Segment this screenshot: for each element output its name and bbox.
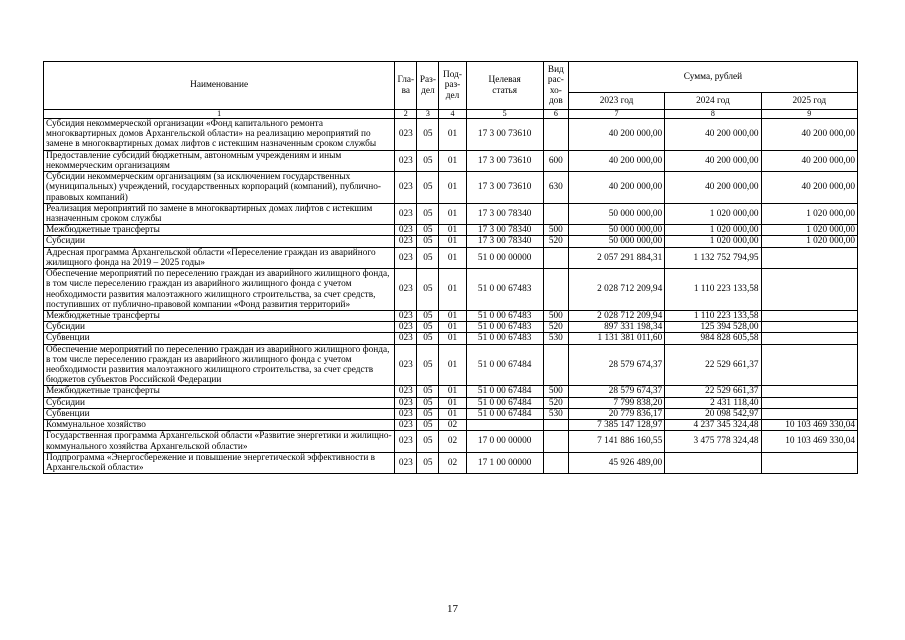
row-chapter: 023	[395, 322, 417, 333]
row-target: 17 3 00 78340	[466, 225, 543, 236]
row-expense-type: 500	[543, 310, 568, 321]
row-sum-2024: 40 200 000,00	[665, 119, 761, 151]
row-sum-2025	[761, 310, 857, 321]
row-sum-2024: 125 394 528,00	[665, 322, 761, 333]
row-section: 05	[417, 333, 439, 344]
row-sum-2025: 40 200 000,00	[761, 150, 857, 171]
row-subsection: 01	[439, 344, 466, 386]
row-name: Субвенции	[44, 408, 395, 419]
row-expense-type: 530	[543, 333, 568, 344]
table-row	[44, 420, 858, 431]
row-expense-type	[543, 420, 568, 431]
row-sum-2024: 1 020 000,00	[665, 236, 761, 247]
row-target: 17 3 00 73610	[466, 150, 543, 171]
row-target: 51 0 00 67483	[466, 310, 543, 321]
row-sum-2024: 22 529 661,37	[665, 386, 761, 397]
row-sum-2024: 1 110 223 133,58	[665, 269, 761, 311]
table-row	[44, 247, 858, 268]
row-target: 51 0 00 67484	[466, 386, 543, 397]
row-expense-type	[543, 452, 568, 473]
row-section: 05	[417, 269, 439, 311]
row-sum-2024: 20 098 542,97	[665, 408, 761, 419]
row-sum-2025	[761, 408, 857, 419]
row-expense-type: 500	[543, 386, 568, 397]
table-row	[44, 452, 858, 473]
row-expense-type: 520	[543, 322, 568, 333]
row-sum-2023: 897 331 198,34	[568, 322, 664, 333]
row-name: Субсидия некоммерческой организации «Фонд капитального ремонта многоквартирных домов Архангельской области» на реализацию мероприятий по замене в многоквартирных домах лифтов с истекшим назначенным сроком службы	[44, 119, 395, 151]
row-section: 05	[417, 150, 439, 171]
row-target	[466, 420, 543, 431]
header-name: Наименование	[44, 62, 395, 110]
row-chapter: 023	[395, 247, 417, 268]
row-chapter: 023	[395, 119, 417, 151]
row-sum-2025	[761, 269, 857, 311]
table-row	[44, 119, 858, 151]
row-sum-2025	[761, 247, 857, 268]
row-name: Субсидии	[44, 236, 395, 247]
row-subsection: 01	[439, 310, 466, 321]
row-target: 51 0 00 67483	[466, 322, 543, 333]
row-target: 51 0 00 67483	[466, 269, 543, 311]
row-expense-type: 500	[543, 225, 568, 236]
row-chapter: 023	[395, 386, 417, 397]
row-expense-type	[543, 247, 568, 268]
row-target: 17 0 00 00000	[466, 431, 543, 452]
row-sum-2023: 1 131 381 011,60	[568, 333, 664, 344]
row-chapter: 023	[395, 333, 417, 344]
row-target: 51 0 00 67484	[466, 344, 543, 386]
row-sum-2023: 40 200 000,00	[568, 172, 664, 204]
row-expense-type: 600	[543, 150, 568, 171]
row-section: 05	[417, 344, 439, 386]
row-section: 05	[417, 420, 439, 431]
column-number: 9	[761, 110, 857, 119]
header-year-2025: 2025 год	[761, 93, 857, 110]
row-sum-2024: 22 529 661,37	[665, 344, 761, 386]
row-target: 17 3 00 78340	[466, 203, 543, 224]
row-subsection: 01	[439, 119, 466, 151]
header-year-2024: 2024 год	[665, 93, 761, 110]
row-chapter: 023	[395, 344, 417, 386]
row-sum-2023: 2 028 712 209,94	[568, 310, 664, 321]
row-sum-2024: 40 200 000,00	[665, 172, 761, 204]
row-chapter: 023	[395, 225, 417, 236]
row-target: 51 0 00 67484	[466, 397, 543, 408]
row-target: 17 3 00 73610	[466, 172, 543, 204]
row-sum-2023: 2 028 712 209,94	[568, 269, 664, 311]
row-subsection: 01	[439, 269, 466, 311]
row-section: 05	[417, 247, 439, 268]
row-section: 05	[417, 452, 439, 473]
row-expense-type: 520	[543, 236, 568, 247]
row-subsection: 01	[439, 150, 466, 171]
row-chapter: 023	[395, 431, 417, 452]
row-section: 05	[417, 172, 439, 204]
row-sum-2023: 50 000 000,00	[568, 225, 664, 236]
table-row	[44, 225, 858, 236]
header-sum: Сумма, рублей	[568, 62, 857, 93]
row-section: 05	[417, 225, 439, 236]
column-number: 1	[44, 110, 395, 119]
header-subsection: Под- раз- дел	[439, 62, 466, 110]
row-target: 51 0 00 67483	[466, 333, 543, 344]
row-section: 05	[417, 322, 439, 333]
row-expense-type: 630	[543, 172, 568, 204]
row-expense-type: 520	[543, 397, 568, 408]
row-target: 17 1 00 00000	[466, 452, 543, 473]
row-section: 05	[417, 310, 439, 321]
header-section: Раз- дел	[417, 62, 439, 110]
table-row	[44, 408, 858, 419]
table-row	[44, 150, 858, 171]
row-subsection: 01	[439, 225, 466, 236]
row-sum-2023: 28 579 674,37	[568, 344, 664, 386]
row-name: Межбюджетные трансферты	[44, 310, 395, 321]
row-subsection: 02	[439, 420, 466, 431]
table-row	[44, 344, 858, 386]
row-section: 05	[417, 397, 439, 408]
row-sum-2023: 40 200 000,00	[568, 150, 664, 171]
row-name: Межбюджетные трансферты	[44, 386, 395, 397]
row-subsection: 01	[439, 397, 466, 408]
table-row	[44, 310, 858, 321]
row-sum-2025: 1 020 000,00	[761, 225, 857, 236]
row-sum-2024: 3 475 778 324,48	[665, 431, 761, 452]
column-number: 7	[568, 110, 664, 119]
row-sum-2024: 4 237 345 324,48	[665, 420, 761, 431]
row-name: Субсидии	[44, 322, 395, 333]
row-name: Подпрограмма «Энергосбережение и повышение энергетической эффективности в Архангельской области»	[44, 452, 395, 473]
row-sum-2025	[761, 344, 857, 386]
row-name: Реализация мероприятий по замене в многоквартирных домах лифтов с истекшим назначенным сроком службы	[44, 203, 395, 224]
row-sum-2025	[761, 452, 857, 473]
row-subsection: 01	[439, 408, 466, 419]
table-row	[44, 269, 858, 311]
row-subsection: 01	[439, 322, 466, 333]
row-chapter: 023	[395, 452, 417, 473]
row-section: 05	[417, 431, 439, 452]
row-sum-2023: 50 000 000,00	[568, 236, 664, 247]
column-number: 8	[665, 110, 761, 119]
row-sum-2025: 40 200 000,00	[761, 119, 857, 151]
row-subsection: 01	[439, 236, 466, 247]
row-chapter: 023	[395, 408, 417, 419]
row-target: 17 3 00 73610	[466, 119, 543, 151]
row-sum-2025: 40 200 000,00	[761, 172, 857, 204]
row-sum-2023: 45 926 489,00	[568, 452, 664, 473]
row-subsection: 02	[439, 431, 466, 452]
table-row	[44, 386, 858, 397]
row-name: Субсидии некоммерческим организациям (за исключением государственных (муниципальных) учреждений, государственных корпораций (компаний), публично-правовых компаний)	[44, 172, 395, 204]
row-chapter: 023	[395, 269, 417, 311]
row-sum-2025: 1 020 000,00	[761, 236, 857, 247]
row-section: 05	[417, 203, 439, 224]
column-number: 3	[417, 110, 439, 119]
row-sum-2025: 10 103 469 330,04	[761, 431, 857, 452]
row-expense-type	[543, 431, 568, 452]
column-number: 5	[466, 110, 543, 119]
row-name: Государственная программа Архангельской области «Развитие энергетики и жилищно-коммунального хозяйства Архангельской области»	[44, 431, 395, 452]
column-number: 6	[543, 110, 568, 119]
row-sum-2025	[761, 386, 857, 397]
table-row	[44, 322, 858, 333]
header-target: Целевая статья	[466, 62, 543, 110]
table-row	[44, 431, 858, 452]
row-expense-type	[543, 203, 568, 224]
row-chapter: 023	[395, 397, 417, 408]
row-chapter: 023	[395, 172, 417, 204]
row-chapter: 023	[395, 203, 417, 224]
row-chapter: 023	[395, 420, 417, 431]
row-sum-2025	[761, 333, 857, 344]
row-chapter: 023	[395, 236, 417, 247]
row-target: 51 0 00 00000	[466, 247, 543, 268]
row-subsection: 01	[439, 386, 466, 397]
row-name: Обеспечение мероприятий по переселению граждан из аварийного жилищного фонда, в том числе переселению граждан из аварийного жилищного фонда с учетом необходимости развития малоэтажного жилищного строительства, за счет средств, поступивших от публично-правовой компании «Фонд развития территорий»	[44, 269, 395, 311]
row-name: Субвенции	[44, 333, 395, 344]
table-row	[44, 333, 858, 344]
row-name: Обеспечение мероприятий по переселению граждан из аварийного жилищного фонда, в том числе переселению граждан из аварийного жилищного фонда с учетом необходимости развития малоэтажного жилищного строительства, за счет средств бюджетов субъектов Российской Федерации	[44, 344, 395, 386]
header-expense-type: Вид рас- хо- дов	[543, 62, 568, 110]
table-row	[44, 236, 858, 247]
row-chapter: 023	[395, 150, 417, 171]
column-numbers-row	[44, 110, 858, 119]
row-section: 05	[417, 408, 439, 419]
row-sum-2024: 1 132 752 794,95	[665, 247, 761, 268]
row-sum-2024: 40 200 000,00	[665, 150, 761, 171]
header-chapter: Гла- ва	[395, 62, 417, 110]
row-name: Адресная программа Архангельской области «Переселение граждан из аварийного жилищного фонда на 2019 – 2025 годы»	[44, 247, 395, 268]
row-sum-2023: 40 200 000,00	[568, 119, 664, 151]
row-target: 17 3 00 78340	[466, 236, 543, 247]
row-subsection: 01	[439, 172, 466, 204]
row-sum-2024: 984 828 605,58	[665, 333, 761, 344]
row-sum-2023: 50 000 000,00	[568, 203, 664, 224]
row-chapter: 023	[395, 310, 417, 321]
row-name: Межбюджетные трансферты	[44, 225, 395, 236]
row-expense-type	[543, 269, 568, 311]
row-expense-type: 530	[543, 408, 568, 419]
row-section: 05	[417, 386, 439, 397]
row-section: 05	[417, 236, 439, 247]
row-sum-2023: 2 057 291 884,31	[568, 247, 664, 268]
row-subsection: 01	[439, 333, 466, 344]
row-name: Коммунальное хозяйство	[44, 420, 395, 431]
row-section: 05	[417, 119, 439, 151]
page-number: 17	[447, 603, 458, 615]
row-sum-2023: 7 141 886 160,55	[568, 431, 664, 452]
table-row	[44, 172, 858, 204]
row-sum-2024	[665, 452, 761, 473]
row-sum-2024: 1 110 223 133,58	[665, 310, 761, 321]
table-header	[44, 62, 858, 119]
row-sum-2025: 1 020 000,00	[761, 203, 857, 224]
header-year-2023: 2023 год	[568, 93, 664, 110]
table-row	[44, 203, 858, 224]
row-sum-2025: 10 103 469 330,04	[761, 420, 857, 431]
row-sum-2024: 1 020 000,00	[665, 225, 761, 236]
row-name: Предоставление субсидий бюджетным, автономным учреждениям и иным некоммерческим организациям	[44, 150, 395, 171]
row-expense-type	[543, 344, 568, 386]
column-number: 4	[439, 110, 466, 119]
row-expense-type	[543, 119, 568, 151]
row-sum-2025	[761, 322, 857, 333]
column-number: 2	[395, 110, 417, 119]
table-body	[44, 119, 858, 474]
budget-table	[43, 61, 858, 474]
table-row	[44, 397, 858, 408]
row-sum-2023: 7 799 838,20	[568, 397, 664, 408]
row-name: Субсидии	[44, 397, 395, 408]
row-subsection: 01	[439, 247, 466, 268]
row-subsection: 02	[439, 452, 466, 473]
row-sum-2023: 20 779 836,17	[568, 408, 664, 419]
row-subsection: 01	[439, 203, 466, 224]
row-target: 51 0 00 67484	[466, 408, 543, 419]
row-sum-2023: 28 579 674,37	[568, 386, 664, 397]
row-sum-2024: 1 020 000,00	[665, 203, 761, 224]
row-sum-2024: 2 431 118,40	[665, 397, 761, 408]
row-sum-2025	[761, 397, 857, 408]
row-sum-2023: 7 385 147 128,97	[568, 420, 664, 431]
